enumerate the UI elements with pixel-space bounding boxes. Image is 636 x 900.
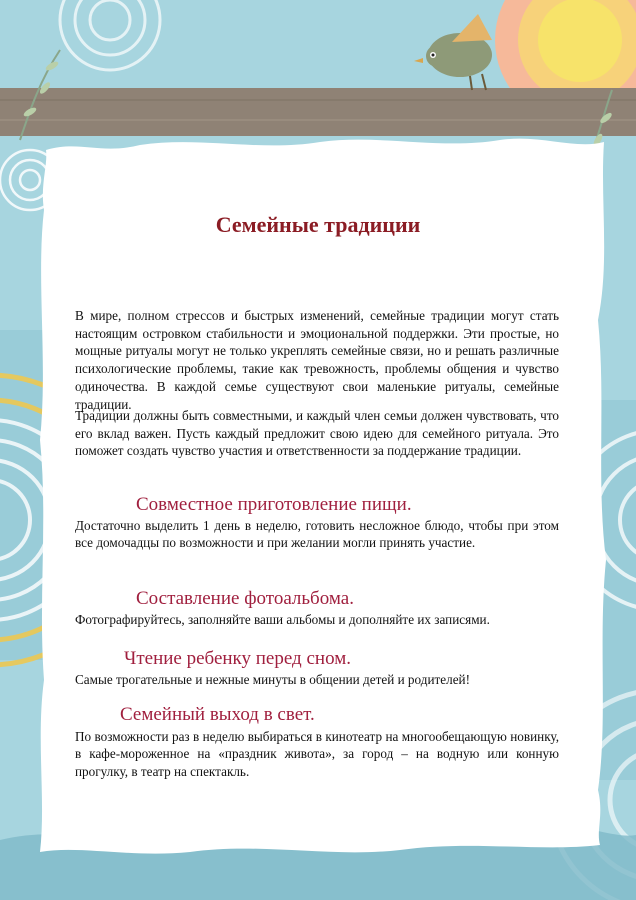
section-text-bedtime-reading: Самые трогательные и нежные минуты в общении детей и родителей!	[75, 672, 470, 687]
section-text-photo-album: Фотографируйтесь, заполняйте ваши альбомы и дополняйте их записями.	[75, 612, 490, 627]
section-text-family-outing: По возможности раз в неделю выбираться в кинотеатр на многообещающую новинку, в кафе-мороженное на «праздник живота», за город – на водную или конную прогулку, в театр на спектакль.	[75, 729, 559, 779]
section-heading-family-outing: Семейный выход в свет.	[120, 704, 315, 725]
document-title: Семейные традиции	[215, 212, 421, 237]
intro-paragraph-2: Традиции должны быть совместными, и каждый член семьи должен чувствовать, что его вклад важен. Пусть каждый предложит свою идею для семейного ритуала. Это поможет создать чувство участия и ответственности за поддержание традиции.	[75, 408, 559, 459]
intro-paragraph-1: В мире, полном стрессов и быстрых изменений, семейные традиции могут стать настоящим островком стабильности и эмоциональной поддержки. Эти простые, но мощные ритуалы могут не только укреплять семейные связи, но и решать различные психологические проблемы, такие как тревожность, проблемы общения и чувство одиночества. В каждой семье существуют свои маленькие ритуалы, семейные традиции.	[75, 308, 559, 412]
section-heading-cooking: Совместное приготовление пищи.	[136, 494, 412, 515]
section-heading-photo-album: Составление фотоальбома.	[136, 588, 354, 609]
section-heading-bedtime-reading: Чтение ребенку перед сном.	[124, 648, 351, 669]
section-text-cooking: Достаточно выделить 1 день в неделю, готовить несложное блюдо, чтобы при этом все домочадцы по возможности и при желании могли принять участие.	[75, 518, 559, 551]
